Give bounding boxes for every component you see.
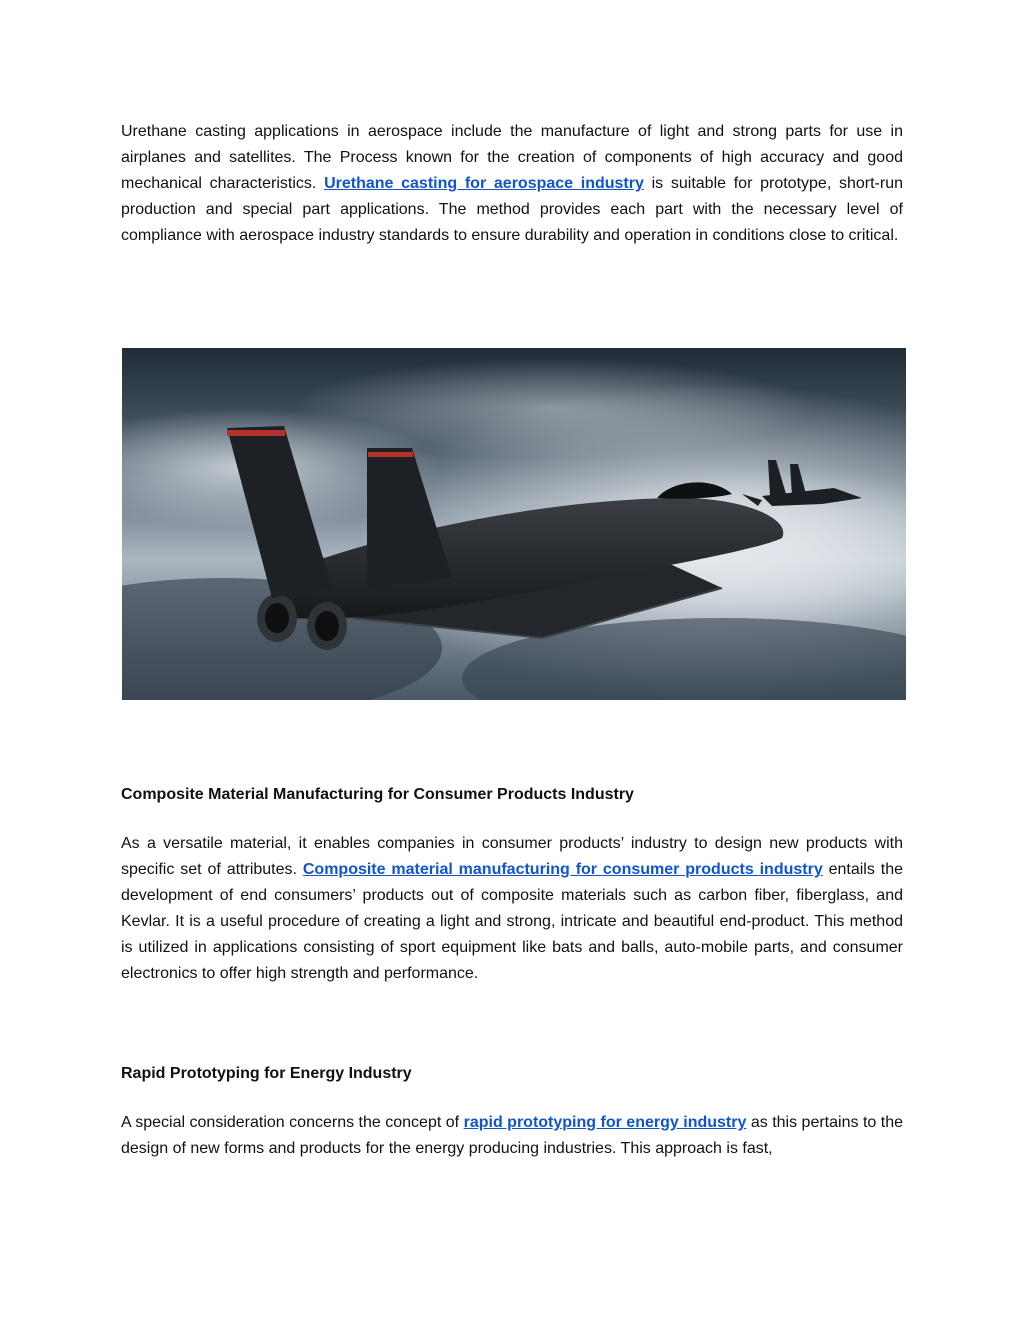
energy-heading: Rapid Prototyping for Energy Industry <box>121 1065 412 1082</box>
composite-text-after: entails the development of end consumers’ products out of composite materials such as carbon fiber, fiberglass, and Kevlar. It is a useful procedure of creating a light and strong, intricate and beautiful end-product. This method is utilized in applications consisting of sport equipment like bats and balls, auto-mobile parts, and consumer electronics to offer high strength and performance. <box>121 861 903 982</box>
energy-text-after: as this pertains to the design of new forms and products for the energy producing industries. This approach is fast, <box>121 1114 903 1157</box>
rapid-prototyping-link[interactable]: rapid prototyping for energy industry <box>463 1114 747 1131</box>
energy-paragraph <box>121 1110 903 1162</box>
composite-manufacturing-link[interactable]: Composite material manufacturing for consumer products industry <box>302 861 823 878</box>
energy-text-before: A special consideration concerns the concept of <box>121 1114 464 1131</box>
aerospace-paragraph <box>121 119 903 249</box>
urethane-casting-link[interactable]: Urethane casting for aerospace industry <box>324 175 644 192</box>
aerospace-text-after: is suitable for prototype, short-run production and special part applications. The method provides each part with the necessary level of compliance with aerospace industry standards to ensure durability and operation in conditions close to critical. <box>121 175 904 244</box>
aerospace-text-before: Urethane casting applications in aerospace include the manufacture of light and strong parts for use in airplanes and satellites. The Process known for the creation of components of high accuracy and good mechanical characteristics. <box>121 123 903 192</box>
composite-paragraph <box>121 831 903 987</box>
composite-heading: Composite Material Manufacturing for Consumer Products Industry <box>121 786 634 803</box>
fighter-jets-photo <box>122 348 906 700</box>
composite-text-before: As a versatile material, it enables companies in consumer products’ industry to design new products with specific set of attributes. <box>121 835 903 878</box>
